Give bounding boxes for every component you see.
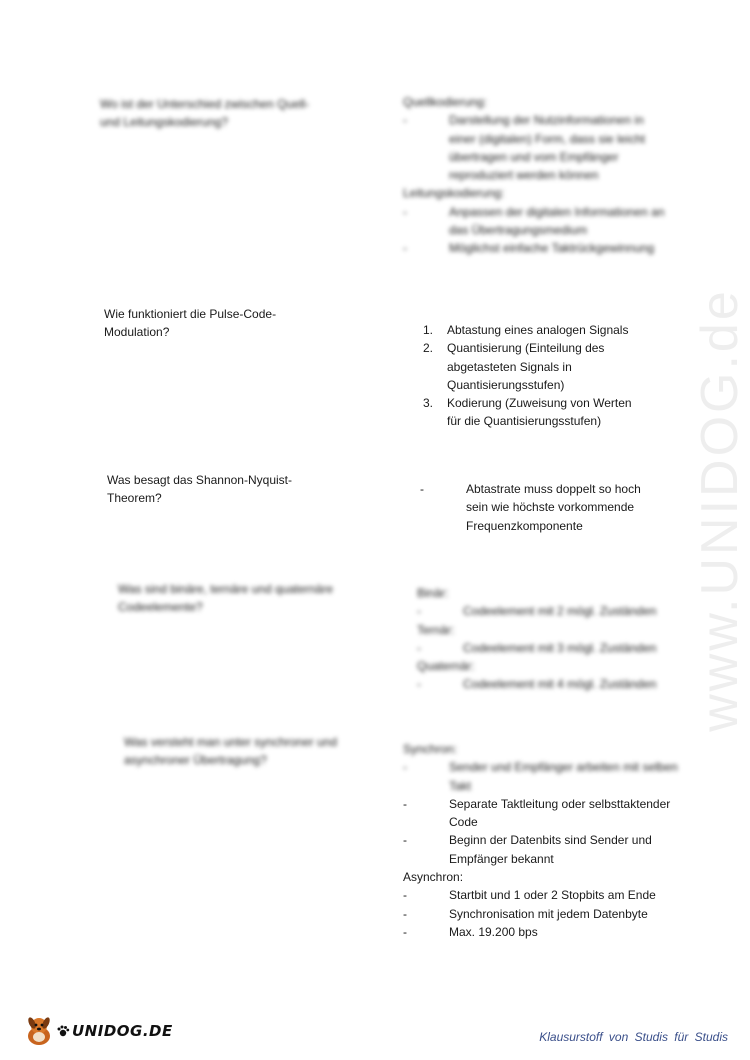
answer-heading: Ternär:: [417, 622, 455, 637]
bullet-text: Codeelement mit 2 mögl. Zuständen: [463, 604, 657, 619]
bullet-continuation: [403, 777, 678, 795]
dash-bullet-icon: -: [417, 604, 421, 619]
dash-bullet-icon: -: [403, 113, 407, 128]
bullet-text: Codeelement mit 4 mögl. Zuständen: [463, 677, 657, 692]
bullet-text: Anpassen der digitalen Informationen an: [449, 204, 665, 219]
bullet-item: [403, 886, 678, 904]
bullet-item: [403, 831, 678, 849]
bullet-text: das Übertragungsmedium: [449, 223, 588, 238]
bullet-text: Separate Taktleitung oder selbsttaktender: [449, 796, 671, 811]
bullet-continuation: [403, 148, 664, 166]
bullet-text: Max. 19.200 bps: [449, 924, 538, 939]
question-pcm: Wie funktioniert die Pulse-Code- Modulation?: [104, 307, 277, 339]
bullet-item: [417, 602, 656, 620]
bullet-text: Empfänger bekannt: [449, 851, 554, 866]
list-item-text: Quantisierungsstufen): [447, 377, 565, 392]
answer-heading: Binär:: [417, 586, 449, 600]
question-quell-leitungskodierung: Wo ist der Unterschied zwischen Quell- und Leitungskodierung?: [100, 97, 310, 129]
logo-text: UNIDOG.DE: [72, 1022, 173, 1040]
dash-bullet-icon: -: [403, 888, 407, 903]
bullet-continuation: [403, 850, 678, 868]
answer-heading: Quaternär:: [417, 659, 475, 674]
list-item-text: Kodierung (Zuweisung von Werten: [447, 396, 632, 411]
bullet-item: [403, 923, 678, 941]
bullet-text: Frequenzkomponente: [466, 518, 583, 533]
answer-heading: Quellkodierung:: [403, 95, 488, 109]
bullet-text: Codeelement mit 3 mögl. Zuständen: [463, 640, 657, 655]
bullet-item: [403, 239, 664, 257]
bullet-continuation: [420, 498, 641, 516]
bullet-text: Abtastrate muss doppelt so hoch: [466, 482, 641, 496]
bullet-text: sein wie höchste vorkommende: [466, 500, 635, 515]
answer-quell-leitungskodierung: [403, 93, 664, 258]
dash-bullet-icon: -: [420, 482, 424, 496]
bullet-text: reproduziert werden können: [449, 168, 599, 183]
bullet-text: Startbit und 1 oder 2 Stopbits am Ende: [449, 888, 656, 903]
dash-bullet-icon: -: [403, 760, 407, 775]
dash-bullet-icon: -: [403, 204, 407, 219]
list-item: [403, 339, 632, 357]
answer-pcm: [403, 321, 632, 431]
bullet-item: [417, 639, 656, 657]
unidog-logo: [22, 1013, 173, 1049]
list-number: 3.: [423, 396, 434, 411]
dash-bullet-icon: -: [403, 796, 407, 811]
list-item-text: Abtastung eines analogen Signals: [447, 323, 629, 337]
bullet-item: [420, 480, 641, 498]
list-item-text: Quantisierung (Einteilung des: [447, 341, 605, 356]
dash-bullet-icon: -: [403, 924, 407, 939]
answer-heading: Synchron:: [403, 742, 458, 756]
list-item: [403, 376, 632, 394]
answer-synchron-asynchron: [403, 740, 678, 941]
bullet-item: [403, 795, 678, 813]
bullet-continuation: [403, 166, 664, 184]
watermark-text: www.UNIDOG.de: [691, 288, 749, 732]
question-shannon-nyquist: Was besagt das Shannon-Nyquist- Theorem?: [107, 473, 292, 505]
dash-bullet-icon: -: [403, 241, 407, 256]
bullet-continuation: [403, 813, 678, 831]
bullet-item: [403, 905, 678, 923]
bullet-text: Synchronisation mit jedem Datenbyte: [449, 906, 648, 921]
list-item: [403, 412, 632, 430]
question-synchron-asynchron: Was versteht man unter synchroner und asynchroner Übertragung?: [124, 735, 337, 767]
dash-bullet-icon: -: [417, 640, 421, 655]
answer-heading: Leitungskodierung:: [403, 186, 505, 201]
dash-bullet-icon: -: [403, 906, 407, 921]
list-number: 2.: [423, 341, 434, 356]
bullet-text: Sender und Empfänger arbeiten mit selben: [449, 760, 678, 775]
bullet-text: Takt: [449, 778, 472, 793]
bullet-continuation: [420, 517, 641, 535]
dog-mascot-icon: [22, 1014, 56, 1048]
answer-shannon-nyquist: [420, 480, 641, 535]
bullet-continuation: [403, 130, 664, 148]
bullet-text: Code: [449, 815, 478, 830]
numbered-list: [403, 321, 632, 431]
list-item: [403, 358, 632, 376]
question-codeelemente: Was sind binäre, ternäre und quaternäre Codeelemente?: [118, 582, 334, 614]
bullet-item: [403, 203, 664, 221]
dash-bullet-icon: -: [403, 833, 407, 848]
bullet-text: einer (digitalen) Form, dass sie leicht: [449, 131, 646, 146]
paw-icon: [56, 1024, 70, 1038]
bullet-text: Darstellung der Nutzinformationen in: [449, 113, 644, 128]
list-number: 1.: [423, 323, 434, 337]
list-item-text: für die Quantisierungsstufen): [447, 414, 602, 429]
list-item: [403, 394, 632, 412]
answer-heading: Asynchron:: [403, 870, 464, 885]
bullet-item: [403, 758, 678, 776]
bullet-item: [403, 111, 664, 129]
bullet-text: übertragen und vom Empfänger: [449, 149, 619, 164]
dash-bullet-icon: -: [417, 677, 421, 692]
list-item-text: abgetasteten Signals in: [447, 359, 572, 374]
bullet-continuation: [403, 221, 664, 239]
bullet-text: Möglichst einfache Taktrückgewinnung: [449, 241, 655, 256]
bullet-item: [417, 675, 656, 693]
footer-tagline: Klausurstoff von Studis für Studis: [539, 1030, 728, 1044]
list-item: [403, 321, 632, 339]
answer-codeelemente: [417, 584, 656, 694]
bullet-text: Beginn der Datenbits sind Sender und: [449, 833, 652, 848]
